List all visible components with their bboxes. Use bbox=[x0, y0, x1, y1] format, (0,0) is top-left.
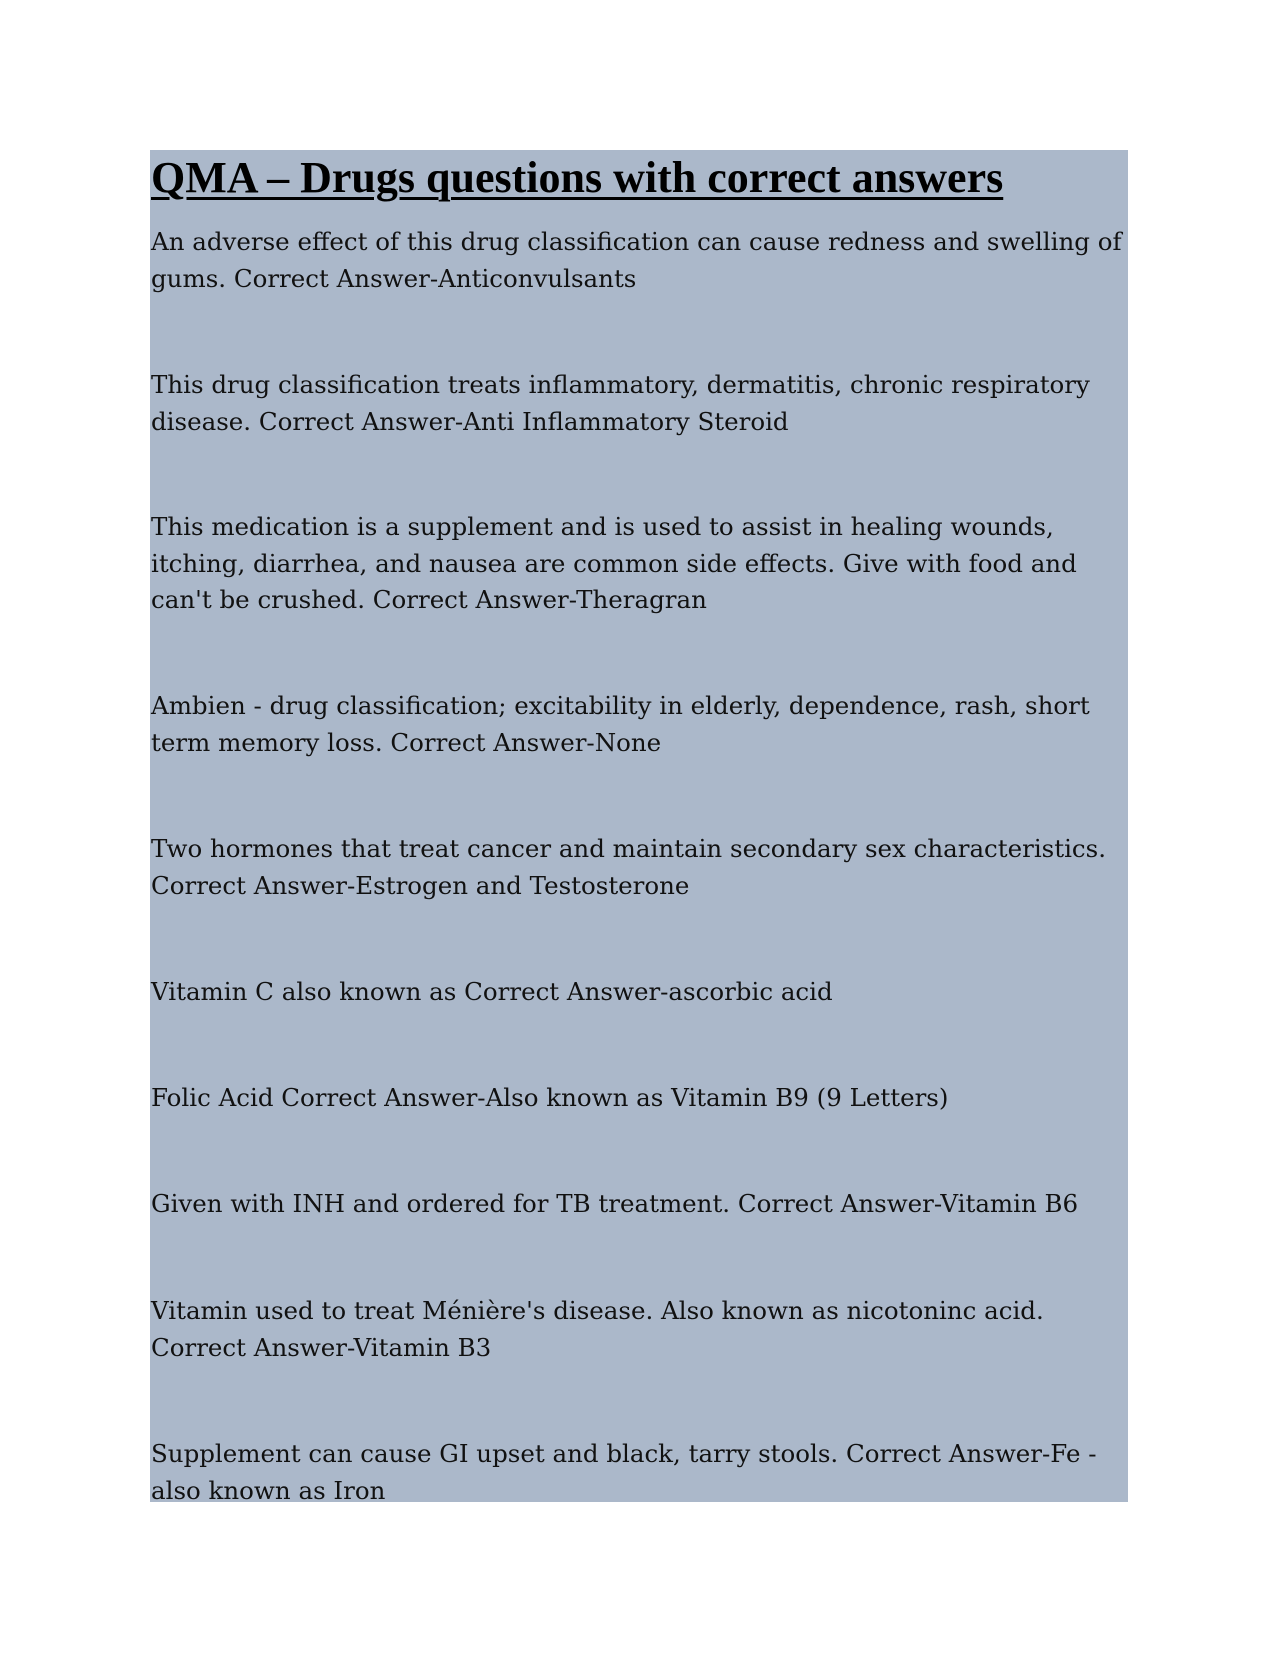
question-answer-item: This medication is a supplement and is used to assist in healing wounds, itching, diarrhea, and nausea are common side effects. Give with food and can't be crushed. Correct Answer-Theragran bbox=[151, 512, 1077, 614]
question-answer-item: Folic Acid Correct Answer-Also known as Vitamin B9 (9 Letters) bbox=[151, 1083, 949, 1112]
question-answer-item: This drug classification treats inflammatory, dermatitis, chronic respiratory disease. Correct Answer-Anti Inflammatory Steroid bbox=[151, 370, 1090, 436]
question-answer-item: Given with INH and ordered for TB treatment. Correct Answer-Vitamin B6 bbox=[151, 1189, 1079, 1218]
question-answer-item: Two hormones that treat cancer and maintain secondary sex characteristics. Correct Answer-Estrogen and Testosterone bbox=[151, 834, 1106, 900]
document-title: QMA – Drugs questions with correct answers bbox=[151, 153, 1004, 202]
question-answer-item: Vitamin used to treat Ménière's disease. Also known as nicotoninc acid. Correct Answer-Vitamin B3 bbox=[151, 1296, 1044, 1362]
question-answer-item: Vitamin C also known as Correct Answer-ascorbic acid bbox=[151, 977, 833, 1006]
question-answer-item: Ambien - drug classification; excitability in elderly, dependence, rash, short term memory loss. Correct Answer-None bbox=[151, 691, 1090, 757]
question-answer-item: An adverse effect of this drug classification can cause redness and swelling of gums. Correct Answer-Anticonvulsants bbox=[151, 227, 1122, 293]
question-answer-item: Supplement can cause GI upset and black, tarry stools. Correct Answer-Fe - also known as Iron bbox=[151, 1439, 1097, 1505]
